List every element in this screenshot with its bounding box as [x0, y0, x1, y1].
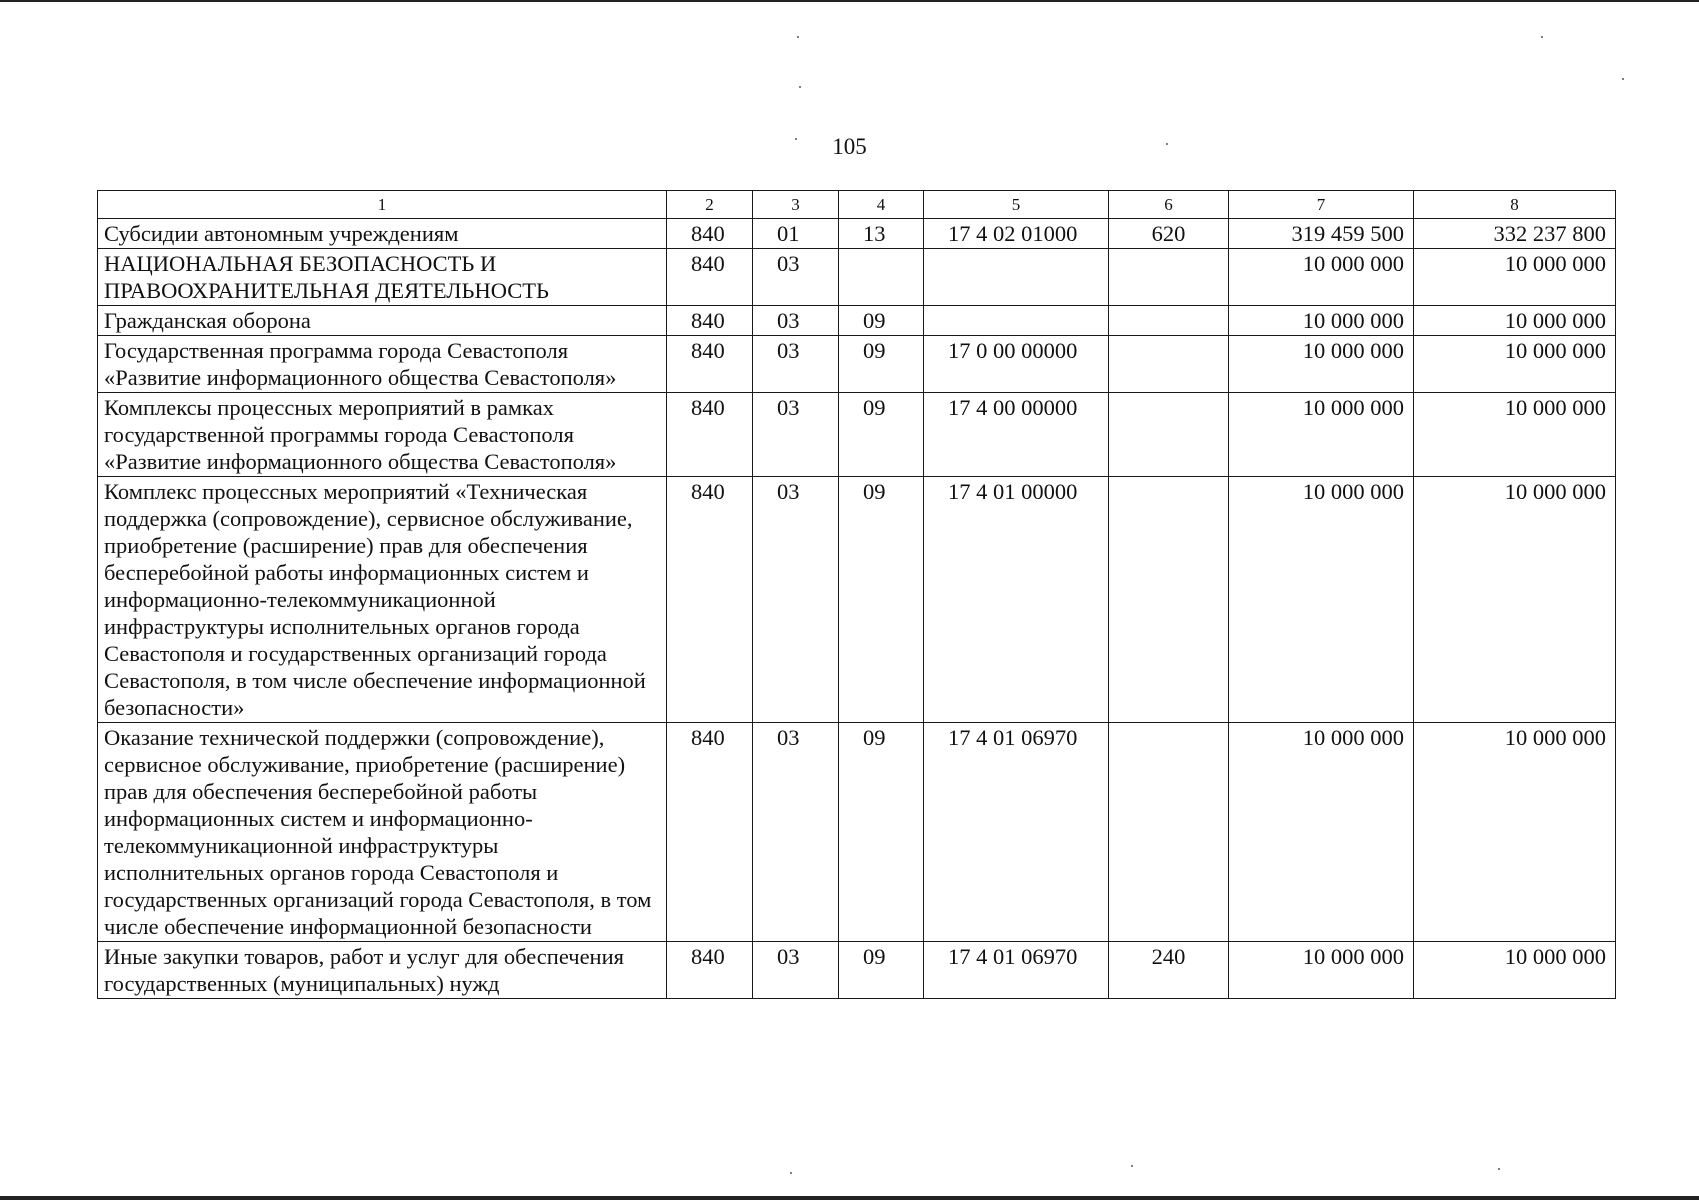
cell-target-article [924, 249, 1109, 306]
cell-subsection: 09 [839, 336, 924, 393]
cell-amount-year2: 10 000 000 [1414, 306, 1616, 336]
header-row [98, 191, 1616, 219]
cell-admin-code: 840 [667, 249, 753, 306]
cell-admin-code: 840 [667, 393, 753, 477]
scan-speck [797, 36, 799, 38]
cell-target-article: 17 4 02 01000 [924, 219, 1109, 249]
cell-subsection: 09 [839, 393, 924, 477]
cell-amount-year2: 10 000 000 [1414, 477, 1616, 723]
header-col-7: 7 [1229, 191, 1414, 219]
cell-expense-type [1109, 723, 1229, 942]
row-name: Иные закупки товаров, работ и услуг для обеспечения государственных (муниципальных) нужд [98, 942, 667, 999]
header-col-4: 4 [839, 191, 924, 219]
cell-expense-type: 620 [1109, 219, 1229, 249]
cell-expense-type [1109, 477, 1229, 723]
cell-target-article: 17 0 00 00000 [924, 336, 1109, 393]
table-row [98, 249, 1616, 306]
cell-admin-code: 840 [667, 219, 753, 249]
row-name: Комплексы процессных мероприятий в рамках государственной программы города Севастополя «Развитие информационного общества Севастополя» [98, 393, 667, 477]
cell-target-article: 17 4 01 00000 [924, 477, 1109, 723]
cell-subsection: 09 [839, 723, 924, 942]
cell-target-article: 17 4 01 06970 [924, 942, 1109, 999]
cell-section: 03 [753, 393, 839, 477]
cell-amount-year1: 10 000 000 [1229, 723, 1414, 942]
cell-amount-year1: 10 000 000 [1229, 249, 1414, 306]
page-edge-bottom [0, 1196, 1699, 1200]
cell-expense-type [1109, 306, 1229, 336]
budget-table [97, 190, 1616, 999]
scan-speck [1498, 1168, 1500, 1170]
cell-section: 03 [753, 477, 839, 723]
cell-amount-year2: 10 000 000 [1414, 393, 1616, 477]
row-name: Гражданская оборона [98, 306, 667, 336]
scan-speck [790, 1172, 792, 1174]
table-row [98, 306, 1616, 336]
scan-speck [1131, 1165, 1133, 1167]
cell-amount-year1: 10 000 000 [1229, 306, 1414, 336]
row-name: Государственная программа города Севастополя «Развитие информационного общества Севастополя» [98, 336, 667, 393]
cell-amount-year1: 10 000 000 [1229, 942, 1414, 999]
cell-expense-type [1109, 336, 1229, 393]
table-row [98, 477, 1616, 723]
cell-amount-year2: 10 000 000 [1414, 942, 1616, 999]
cell-section: 03 [753, 306, 839, 336]
cell-admin-code: 840 [667, 306, 753, 336]
page-number: 105 [832, 134, 867, 159]
cell-admin-code: 840 [667, 723, 753, 942]
table-row [98, 393, 1616, 477]
header-col-3: 3 [753, 191, 839, 219]
cell-amount-year2: 10 000 000 [1414, 723, 1616, 942]
row-name: НАЦИОНАЛЬНАЯ БЕЗОПАСНОСТЬ И ПРАВООХРАНИТЕЛЬНАЯ ДЕЯТЕЛЬНОСТЬ [98, 249, 667, 306]
cell-section: 01 [753, 219, 839, 249]
row-name: Субсидии автономным учреждениям [98, 219, 667, 249]
cell-amount-year1: 10 000 000 [1229, 477, 1414, 723]
cell-admin-code: 840 [667, 336, 753, 393]
cell-expense-type [1109, 249, 1229, 306]
table-row [98, 336, 1616, 393]
cell-amount-year1: 10 000 000 [1229, 393, 1414, 477]
header-col-1: 1 [98, 191, 667, 219]
header-col-5: 5 [924, 191, 1109, 219]
row-name: Оказание технической поддержки (сопровождение), сервисное обслуживание, приобретение (расширение) прав для обеспечения бесперебойной работы информационных систем и информационно-телекоммуникационной инфраструктуры исполнительных органов города Севастополя и государственных организаций города Севастополя, в том числе обеспечение информационной безопасности [98, 723, 667, 942]
scan-speck [1622, 78, 1624, 80]
cell-section: 03 [753, 723, 839, 942]
cell-amount-year1: 10 000 000 [1229, 336, 1414, 393]
cell-subsection: 09 [839, 306, 924, 336]
cell-amount-year2: 10 000 000 [1414, 336, 1616, 393]
cell-target-article: 17 4 00 00000 [924, 393, 1109, 477]
cell-amount-year1: 319 459 500 [1229, 219, 1414, 249]
scan-speck [799, 86, 801, 88]
cell-target-article: 17 4 01 06970 [924, 723, 1109, 942]
scan-speck [1166, 143, 1168, 145]
cell-section: 03 [753, 942, 839, 999]
cell-section: 03 [753, 249, 839, 306]
cell-expense-type [1109, 393, 1229, 477]
cell-target-article [924, 306, 1109, 336]
cell-amount-year2: 332 237 800 [1414, 219, 1616, 249]
row-name: Комплекс процессных мероприятий «Техническая поддержка (сопровождение), сервисное обслуживание, приобретение (расширение) прав для обеспечения бесперебойной работы информационных систем и информационно-телекоммуникационной инфраструктуры исполнительных органов города Севастополя и государственных организаций города Севастополя, в том числе обеспечение информационной безопасности» [98, 477, 667, 723]
cell-subsection: 09 [839, 942, 924, 999]
cell-subsection [839, 249, 924, 306]
scan-speck [795, 138, 797, 140]
cell-admin-code: 840 [667, 477, 753, 723]
header-col-2: 2 [667, 191, 753, 219]
cell-subsection: 09 [839, 477, 924, 723]
header-col-6: 6 [1109, 191, 1229, 219]
cell-subsection: 13 [839, 219, 924, 249]
table-row [98, 942, 1616, 999]
header-col-8: 8 [1414, 191, 1616, 219]
scan-speck [1541, 36, 1543, 38]
cell-amount-year2: 10 000 000 [1414, 249, 1616, 306]
cell-expense-type: 240 [1109, 942, 1229, 999]
table-row [98, 219, 1616, 249]
page-edge-top [0, 0, 1699, 2]
cell-section: 03 [753, 336, 839, 393]
cell-admin-code: 840 [667, 942, 753, 999]
table-row [98, 723, 1616, 942]
